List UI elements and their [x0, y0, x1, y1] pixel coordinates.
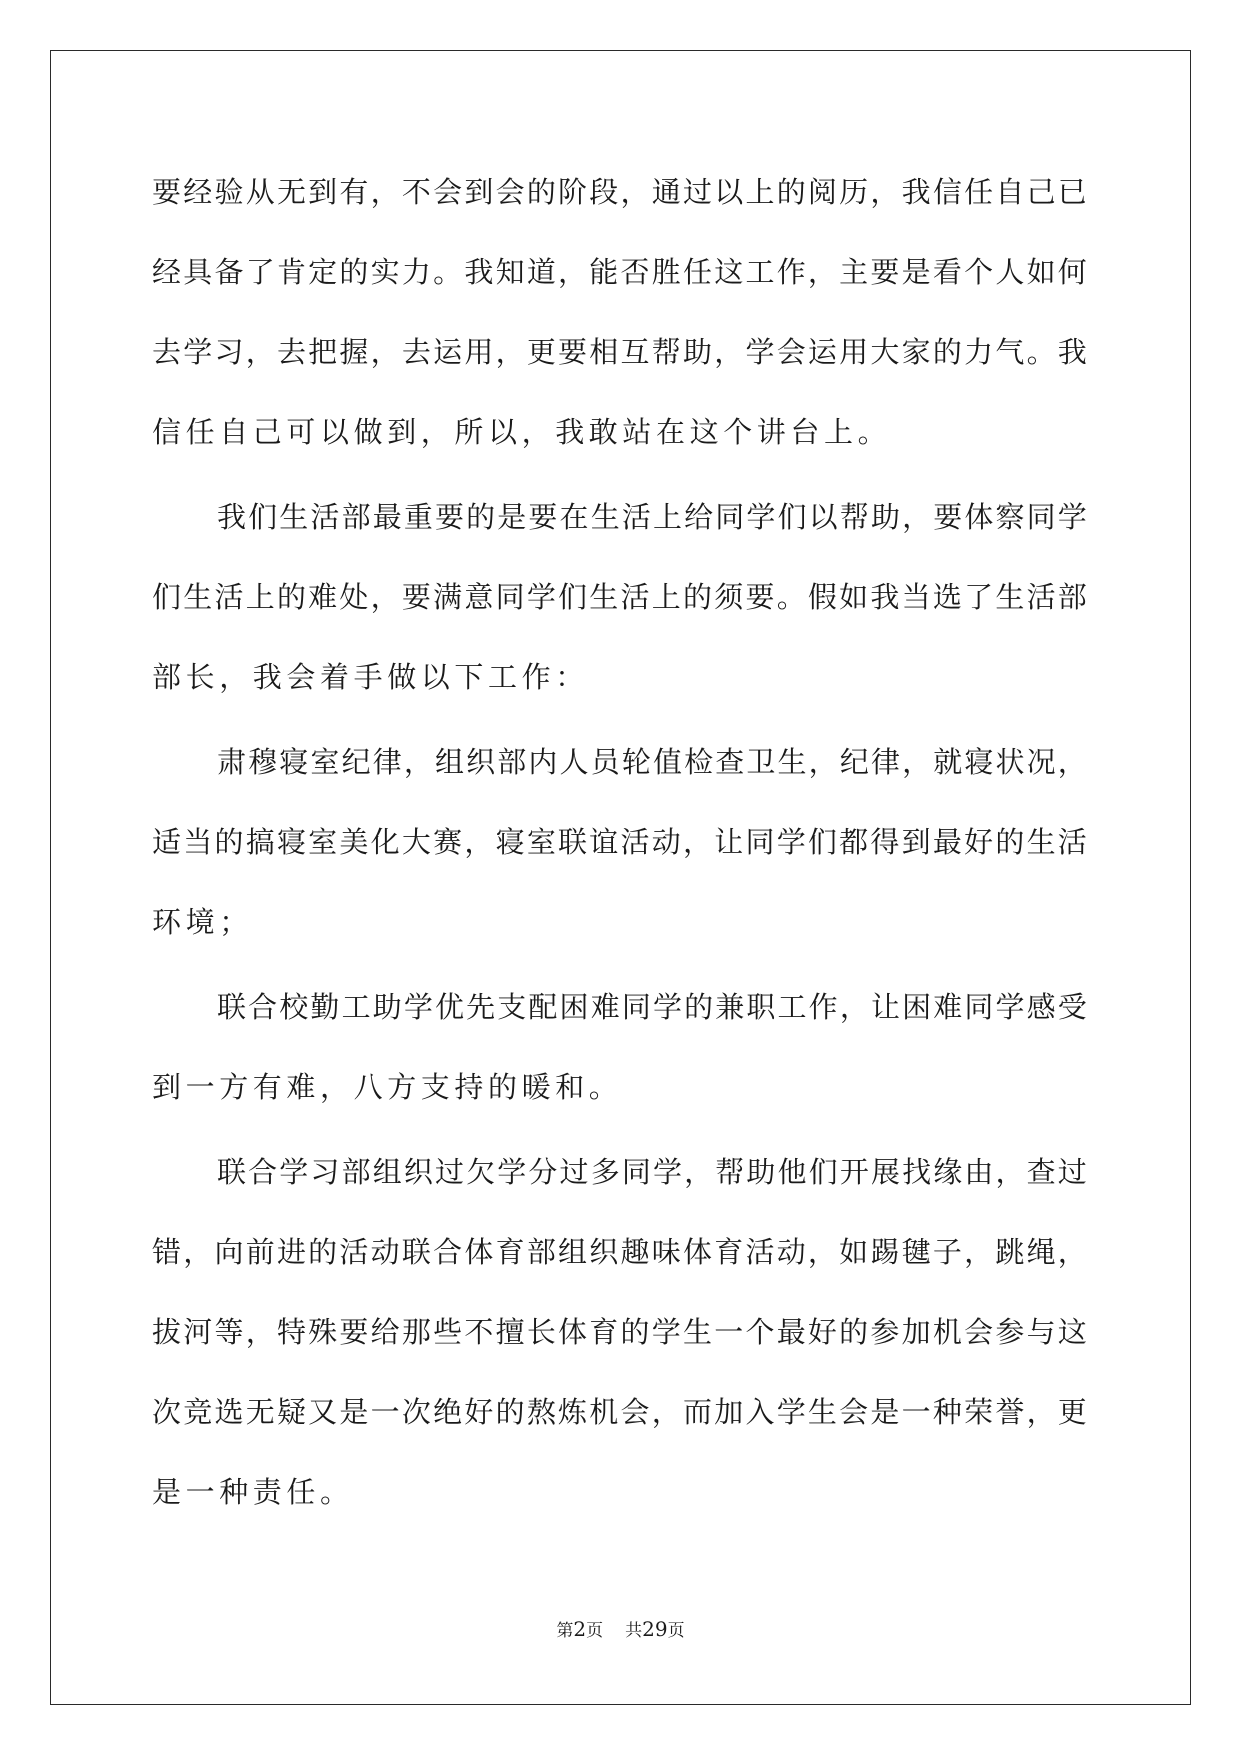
- text-line: 环境；: [152, 905, 253, 939]
- text-line: 联 合 校 勤 工 助 学 优 先 支 配 困 难 同 学 的 兼 职 工 作 ， 让 困 难 同 学 感 受: [217, 990, 1087, 1024]
- total-prefix: 共: [625, 1621, 643, 1641]
- text-line: 部长，我会着手做以下工作：: [152, 660, 589, 694]
- text-line: 拔 河 等 ， 特 殊 要 给 那 些 不 擅 长 体 育 的 学 生 一 个 最 好 的 参 加 机 会 参 与 这: [152, 1315, 1087, 1349]
- text-line: 适 当 的 搞 寝 室 美 化 大 赛 ， 寝 室 联 谊 活 动 ， 让 同 学 们 都 得 到 最 好 的 生 活: [152, 825, 1087, 859]
- page-border: [50, 50, 1191, 1705]
- text-line: 联 合 学 习 部 组 织 过 欠 学 分 过 多 同 学 ， 帮 助 他 们 开 展 找 缘 由 ， 查 过: [217, 1155, 1087, 1189]
- page-number: 2: [573, 1617, 587, 1641]
- page-prefix: 第: [556, 1621, 574, 1641]
- text-line: 次 竞 选 无 疑 又 是 一 次 绝 好 的 熬 炼 机 会 ， 而 加 入 学 生 会 是 一 种 荣 誉 ， 更: [152, 1395, 1087, 1429]
- text-line: 错 ， 向 前 进 的 活 动 联 合 体 育 部 组 织 趣 味 体 育 活 动 ， 如 踢 毽 子 ， 跳 绳 ，: [152, 1235, 1087, 1269]
- text-line: 我 们 生 活 部 最 重 要 的 是 要 在 生 活 上 给 同 学 们 以 帮 助 ， 要 体 察 同 学: [217, 500, 1087, 534]
- text-line: 们 生 活 上 的 难 处 ， 要 满 意 同 学 们 生 活 上 的 须 要 。 假 如 我 当 选 了 生 活 部: [152, 580, 1087, 614]
- page-footer: [0, 1616, 1241, 1641]
- text-line: 到一方有难，八方支持的暖和。: [152, 1070, 623, 1104]
- text-line: 要 经 验 从 无 到 有 ， 不 会 到 会 的 阶 段 ， 通 过 以 上 的 阅 历 ， 我 信 任 自 己 已: [152, 175, 1087, 209]
- text-line: 去 学 习 ， 去 把 握 ， 去 运 用 ， 更 要 相 互 帮 助 ， 学 会 运 用 大 家 的 力 气 。 我: [152, 335, 1087, 369]
- text-line: 信任自己可以做到，所以，我敢站在这个讲台上。: [152, 415, 892, 449]
- total-suffix: 页: [667, 1621, 685, 1641]
- text-line: 是一种责任。: [152, 1475, 354, 1509]
- page-suffix: 页: [586, 1621, 604, 1641]
- text-line: 肃 穆 寝 室 纪 律 ， 组 织 部 内 人 员 轮 值 检 查 卫 生 ， 纪 律 ， 就 寝 状 况 ，: [217, 745, 1087, 779]
- total-pages: 29: [642, 1617, 668, 1641]
- text-line: 经 具 备 了 肯 定 的 实 力 。 我 知 道 ， 能 否 胜 任 这 工 作 ， 主 要 是 看 个 人 如 何: [152, 255, 1087, 289]
